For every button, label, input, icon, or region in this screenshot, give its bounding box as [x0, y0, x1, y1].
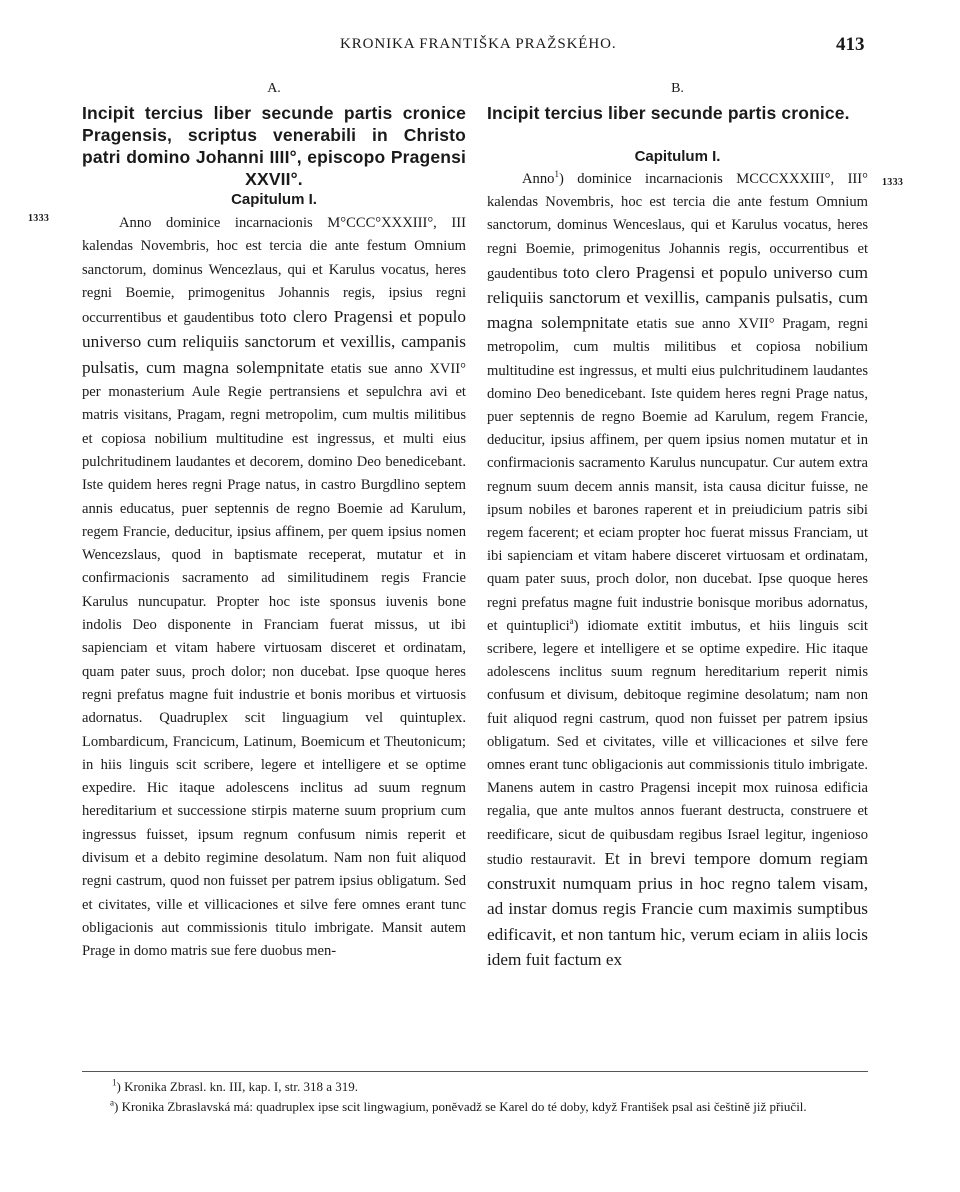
- column-a: [82, 78, 466, 964]
- column-b-text-3: ) idiomate extitit imbutus, et hiis linguis scit scribere, legere et intelligere et se optime expedire. Hic itaque adolescens inclitus suum regnum hereditarium reperit nimis confusum et divisum, debitoque regimine desolatum; nam non fuit aliquod regni castrum, quod non fuisset per patrem ipsius obligatum. Sed et civitates, ville et villicaciones et silve fere omnes erant tunc obligacionis aut commissionis titulo imbrigate. Manens autem in castro Pragensi incepit mox ruinosa edificia regalia, que ante multos annos fuerant destructa, construere et reedificare, sicut de quibusdam regibus Israel legitur, ingenioso studio restauravit.: [487, 617, 868, 868]
- margin-year-left: 1333: [28, 213, 50, 224]
- footnote-divider: [82, 1071, 868, 1072]
- footnotes: [82, 1077, 868, 1116]
- footnote-ref-a: a: [569, 616, 574, 626]
- column-b-text-start: Anno: [522, 171, 555, 187]
- column-b-text-large-1: toto clero Pragensi et populo universo cum reliquiis sanctorum et vexillis, campanis pulsatis, cum magna solempnitate: [487, 262, 868, 333]
- column-a-text-2: etatis sue anno XVII° per monasterium Aule Regie pertransiens et sepulchra avi et matris visitans, Pragam, regni metropolim, cum multis militibus et copiosa nobilium multitudine est ingressus, et multi eius pulchritudinem laudantes et decorem, domino Deo benedicebant. Iste quidem heres regni Prage natus, in castro Burgdlino septem annis educatus, puer septennis de regno Boemie ad Karulum, regem Francie, deducitur, ipsius affinem, per quem ipsius nomen Wencezslaus, quod in baptismate receperat, mutatur et in confirmacionis sacramento ad similitudinem regis Francie Karulus nuncupatur. Propter hoc iste sponsus iuvenis bone indolis Deo disponente in Franciam fuerat missus, ut ibi sapienciam et vitam habere virtuosam disceret et ordinatam, quam pater suus, proch dolor; non ducebat. Ipse quoque heres regni prefatus magne fuit industrie et bonis moribus et virtuosis adornatus. Quadruplex scit linguagium vel quintuplex. Lombardicum, Francicum, Latinum, Boemicum et Theutonicum; in hiis linguis scit scribere, legere et intelligere et se optime expedire. Hic itaque adolescens inclitus ad suum regnum hereditarium et successione stirpis materne suum proprium cum ingressus fuisset, ipsum regnum confusum nimis reperit et divisum et a debito regimine desolatum. Nam non fuit aliquod regni castrum, quod non fuisset per patrem ipsius obligatum. Sed et civitates, ville et villicaciones et silve fere omnes erant tunc obligacionis aut commissionis titulo imbrigate. Mansit autem Prage in domo matris sue fere duobus men-: [82, 360, 466, 960]
- column-b-chapter-title: Capitulum I.: [634, 148, 721, 165]
- column-a-chapter-title: Capitulum I.: [231, 191, 317, 208]
- column-b-letter: B.: [671, 81, 684, 96]
- page-number: 413: [836, 34, 865, 55]
- column-a-text-1: Anno dominice incarnacionis M°CCC°XXXIII°, III kalendas Novembris, hoc est tercia die ante festum Omnium sanctorum, dominus Wencezlaus, qui et Karulus vocatus, heres regni Boemie, primogenitus Johannis regis, ipsius regni occurrentibus et gaudentibus: [82, 215, 466, 327]
- column-b: [487, 78, 868, 973]
- column-a-letter: A.: [267, 81, 281, 96]
- footnote-2-text: ) Kronika Zbraslavská má: quadruplex ipse scit lingwagium, poněvadž se Karel do té doby, když František psal asi češtině již přiučil.: [114, 1098, 807, 1114]
- column-b-text-2: etatis sue anno XVII° Pragam, regni metropolim, cum multis militibus et copiosa nobilium multitudine est ingressus, et multi eius pulchritudinem laudantes domino Deo benedicebant. Iste quidem heres regni Prage natus, puer septennis de regno Boemie ad Karulum, regem Francie, deducitur, ipsius affinem, per quem ipsius nomen mutatur et in confirmacionis sacramento Karulus nuncupatur. Cur autem extra regnum suum decem annis mansit, ista causa dicitur fuisse, ne ipsum nobiles et barones raperent et in preiudicium patris sibi regem facerent; et eciam propter hoc fuerat missus Franciam, ut ibi sapienciam et vitam habere disceret virtuosam et ordinatam, quam pater suus, proch dolor, non ducebat. Ipse quoque heres regni prefatus magne fuit industrie bonisque moribus adornatus, et quintuplici: [487, 316, 869, 634]
- column-a-heading: Incipit tercius liber secunde partis cronice Pragensis, scriptus venerabili in Christo patri domino Johanni IIII°, episcopo Pragensi XXVII°.: [82, 103, 466, 189]
- footnote-2-mark: a: [110, 1097, 114, 1108]
- footnote-ref-1: 1: [554, 169, 559, 180]
- running-title: KRONIKA FRANTIŠKA PRAŽSKÉHO.: [340, 36, 617, 52]
- footnote-1: [82, 1077, 868, 1097]
- column-a-body: [82, 212, 466, 964]
- column-b-heading: Incipit tercius liber secunde partis cronice.: [487, 103, 850, 123]
- column-b-text-1: ) dominice incarnacionis MCCCXXXIII°, III° kalendas Novembris, hoc est tercia die ante festum Omnium sanctorum, dominus Wenceslaus, qui et Karulus vocatus, heres regni Boemie, primogenitus Johannis regis, occurrentibus et gaudentibus: [487, 171, 868, 282]
- margin-year-right: 1333: [882, 177, 904, 188]
- column-b-body: [487, 168, 868, 973]
- footnote-2: [82, 1097, 868, 1117]
- column-a-text-large: toto clero Pragensi et populo universo cum reliquiis sanctorum et vexillis, campanis pulsatis, cum magna solempnitate: [82, 307, 466, 377]
- footnote-1-text: ) Kronika Zbrasl. kn. III, kap. I, str. 318 a 319.: [116, 1079, 359, 1094]
- column-b-text-large-2: Et in brevi tempore domum regiam construxit numquam prius in hoc regno talem visam, ad instar domus regis Francie cum maximis sumptibus edificavit, et non tantum hic, verum eciam in aliis locis idem fuit factum ex: [487, 848, 868, 969]
- footnote-1-mark: 1: [112, 1077, 117, 1088]
